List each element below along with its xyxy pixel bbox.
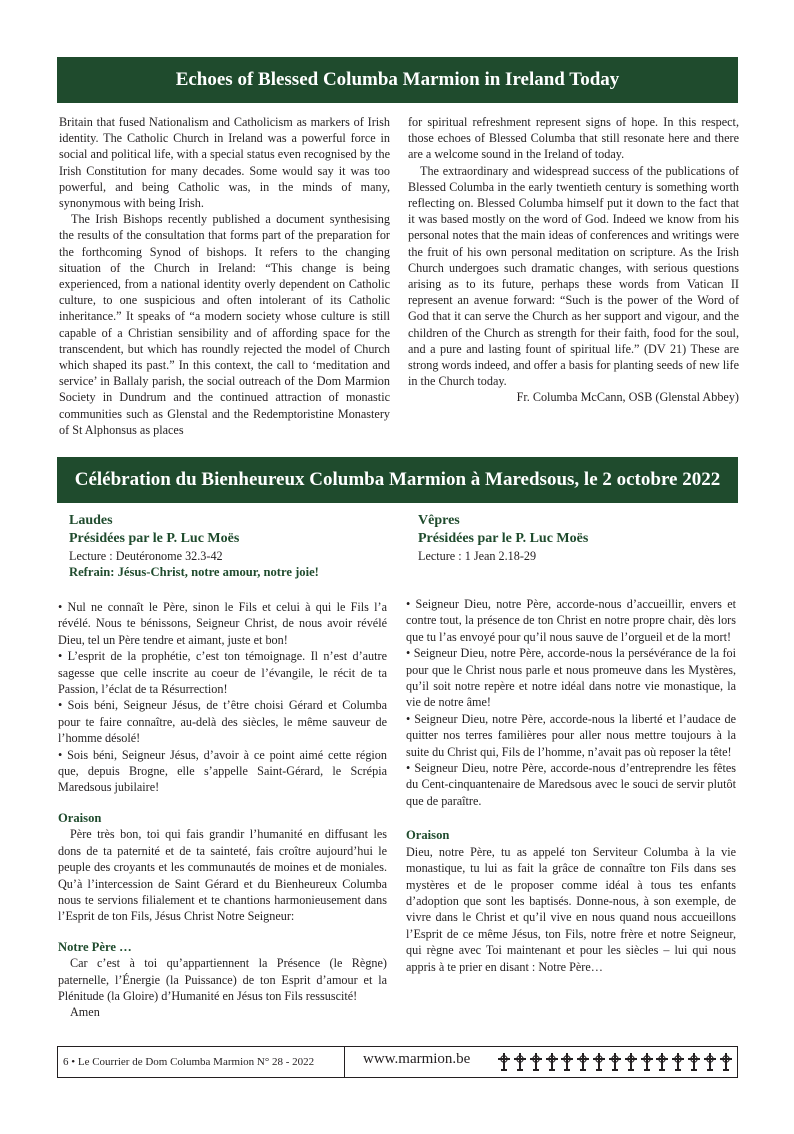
article-signature: Fr. Columba McCann, OSB (Glenstal Abbey) xyxy=(516,390,739,405)
laudes-lecture: Lecture : Deutéronome 32.3-42 xyxy=(69,549,223,563)
article-paragraph: The Irish Bishops recently published a document synthesising the results of the consultation that forms part of the preparation for the forthcoming Synod of bishops. It refers to the changing situation of the Church in Ireland: “This change is being experienced, from a national identity overly dependent on Catholic culture, to one suspicious and often intolerant of its Catholic inheritance.” It speaks of “a modern society whose culture is still capable of a Christian sensibility and of affording space for the transcendent, but which has roundly rejected the model of Church which shaped its past.” In this context, the call to ‘meditation and service’ in Ballaly parish, the social outreach of the Dom Marmion Society in Dundrum and the continued attraction of monastic communities such as Glenstal and the Redemptoristine Monastery of St Alphonsus as places xyxy=(59,212,390,437)
footer-publication: 6 • Le Courrier de Dom Columba Marmion N° 28 - 2022 xyxy=(63,1056,315,1068)
vepres-oraison-text: Dieu, notre Père, tu as appelé ton Serviteur Columba à la vie monastique, tu lui as fait la grâce de connaître ton Fils dans ses mystères et de le proposer comme idéal à tous tes enfants d’adoption que sont les baptisés. Donne-nous, à son exemple, de vivre dans le Christ et qu’il vive en nous quand nous accueillons l’Esprit de ce même Jésus, ton Fils, notre frère et notre Seigneur, qui règne avec Toi maintenant et pour les siècles – lui qui nous appris à te prier en disant : Notre Père… xyxy=(406,844,736,974)
celtic-cross-icon xyxy=(703,1052,717,1072)
celtic-cross-icon xyxy=(655,1052,669,1072)
page-footer xyxy=(57,1046,738,1078)
laudes-presider: Présidées par le P. Luc Moës xyxy=(69,531,240,546)
article-paragraph: Britain that fused Nationalism and Catholicism as markers of Irish identity. The Catholic Church in Ireland was a powerful force in social and political life, with a special status even recognised by the Irish Constitution for many decades. Some would say it was too powerful, and being Catholic was, in the minds of many, synonymous with being Irish. xyxy=(59,115,390,211)
celtic-cross-icon xyxy=(608,1052,622,1072)
laudes-oraison-text: Père très bon, toi qui fais grandir l’humanité en diffusant les dons de ta paternité et de ta sainteté, fais croître aujourd’hui le peuple des croyants et les communautés de moines et de moniales. Qu’à l’intercession de Saint Gérard et du Bienheureux Columba nous te servions filialement et te chantions harmonieusement dans l’Esprit de ton Fils, Jésus Christ Notre Seigneur: xyxy=(58,827,387,924)
laudes-header xyxy=(69,512,319,580)
article-column-right xyxy=(408,114,739,406)
laudes-body xyxy=(58,599,387,1021)
vepres-intercession: • Seigneur Dieu, notre Père, accorde-nous la liberté et l’audace de quitter nos terres familières pour aller nous mettre toujours à la suite du Christ qui, Fils de l’homme, n’avait pas où reposer la tête! xyxy=(406,711,736,759)
laudes-intercession: • Sois béni, Seigneur Jésus, de t’être choisi Gérard et Columba pour te faire connaître, au-delà des siècles, le même sauveur de l’homme désolé! xyxy=(58,698,387,746)
laudes-title: Laudes xyxy=(69,513,113,528)
article-paragraph: The extraordinary and widespread success of the publications of Blessed Columba in the early twentieth century is something worth reflecting on. Blessed Columba himself put it down to the fact that it was based mostly on the word of God. Indeed we know from his personal notes that the main ideas of conferences and writings were the fruit of his own personal meditation on scripture. As the Irish Church undergoes such dramatic changes, with serious questions arising as to its future, perhaps these words from Vatican II represent an avenue forward: “Such is the power of the Word of God that it can serve the Church as her support and vigour, and the children of the Church as strength for their faith, food for the soul, and a pure and lasting fount of spiritual life.” (DV 21) These are strong words indeed, and offer a basis for planting seeds of new life in the Church today. xyxy=(408,163,739,389)
notre-pere-text: Car c’est à toi qu’appartiennent la Présence (le Règne) paternelle, l’Énergie (la Puissance) de ton Esprit d’amour et la Plénitude (la Gloire) d’Humanité en Jésus ton Fils ressuscité! xyxy=(58,956,387,1003)
vepres-lecture: Lecture : 1 Jean 2.18-29 xyxy=(418,549,537,563)
article-column-left xyxy=(59,114,390,438)
vepres-intercession: • Seigneur Dieu, notre Père, accorde-nous d’entreprendre les fêtes du Cent-cinquantenaire de Maredsous avec le souci de servir plutôt que de paraître. xyxy=(406,761,736,808)
laudes-oraison-heading: Oraison xyxy=(58,810,102,825)
celebration-title: Célébration du Bienheureux Columba Marmion à Maredsous, le 2 octobre 2022 xyxy=(74,469,721,490)
article-paragraph: for spiritual refreshment represent signs of hope. In this respect, those echoes of Blessed Columba that still resonate here and there are a welcome sound in the Ireland of today. xyxy=(408,115,739,162)
laudes-intercession: • Nul ne connaît le Père, sinon le Fils et celui à qui le Fils l’a révélé. Nous te bénissons, Seigneur Christ, de nous avoir révélé Dieu, tel un Père tendre et aimant, juste et bon! xyxy=(58,600,387,647)
vepres-oraison-heading: Oraison xyxy=(406,828,450,843)
celtic-cross-icon xyxy=(719,1052,733,1072)
celtic-cross-icon xyxy=(687,1052,701,1072)
amen-text: Amen xyxy=(70,1005,100,1020)
laudes-refrain: Refrain: Jésus-Christ, notre amour, notre joie! xyxy=(69,565,319,579)
article-title: Echoes of Blessed Columba Marmion in Ireland Today xyxy=(175,69,620,90)
celtic-cross-icon xyxy=(545,1052,559,1072)
celtic-cross-icon xyxy=(576,1052,590,1072)
footer-ornament-band xyxy=(497,1051,733,1073)
footer-divider xyxy=(344,1047,345,1077)
vepres-body xyxy=(406,596,736,975)
footer-website-link[interactable]: www.marmion.be xyxy=(363,1051,471,1067)
vepres-presider: Présidées par le P. Luc Moës xyxy=(418,531,589,546)
celtic-cross-icon xyxy=(529,1052,543,1072)
celtic-cross-icon xyxy=(560,1052,574,1072)
celebration-banner xyxy=(57,457,738,503)
notre-pere-heading: Notre Père … xyxy=(58,939,132,954)
vepres-intercession: • Seigneur Dieu, notre Père, accorde-nous d’accueillir, envers et contre tout, la présence de ton Christ en notre propre chair, dès lors que tu l’as envoyé pour qu’il nous sauve de l’orgueil et de la mort! xyxy=(406,597,736,644)
celtic-cross-icon xyxy=(497,1052,511,1072)
vepres-header xyxy=(418,512,588,564)
celtic-cross-icon xyxy=(513,1052,527,1072)
celtic-cross-icon xyxy=(624,1052,638,1072)
celtic-cross-icon xyxy=(592,1052,606,1072)
laudes-intercession: • L’esprit de la prophétie, c’est ton témoignage. Il n’est d’autre sagesse que celle inscrite au coeur de l’évangile, le récit de ta Passion, l’éclat de ta Résurrection! xyxy=(58,649,387,697)
laudes-intercession: • Sois béni, Seigneur Jésus, d’avoir à ce point aimé cette région que, depuis Brogne, elle s’appelle Saint-Gérard, le Scrépia Maredsous jubilaire! xyxy=(58,747,387,795)
article-banner xyxy=(57,57,738,103)
celtic-cross-icon xyxy=(671,1052,685,1072)
vepres-title: Vêpres xyxy=(418,513,460,528)
vepres-intercession: • Seigneur Dieu, notre Père, accorde-nous la persévérance de la foi pour que le Christ nous parle et nous promeuve dans les Mystères, qu’il soit notre repère et notre idéal dans notre vie monastique, la vie de notre âme! xyxy=(406,646,736,710)
celtic-cross-icon xyxy=(640,1052,654,1072)
